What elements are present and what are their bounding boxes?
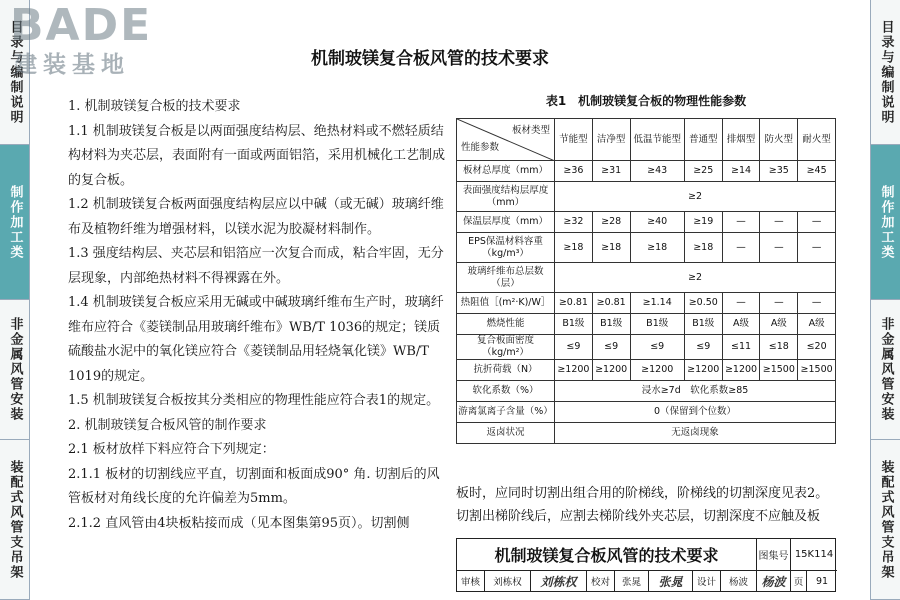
review-label: 审核 bbox=[457, 571, 485, 591]
row-param-label: 热阻值［(m²·K)/W］ bbox=[457, 293, 555, 314]
table-row bbox=[457, 161, 836, 182]
table-row bbox=[457, 314, 836, 335]
table-row bbox=[457, 263, 836, 293]
value-cell: ≥31 bbox=[592, 161, 630, 182]
page-number: 91 bbox=[815, 575, 829, 587]
value-cell: A级 bbox=[760, 314, 798, 335]
right-tab-fabrication[interactable]: 制作加工类 bbox=[871, 145, 900, 300]
atlas-number-label: 图集号 bbox=[757, 539, 791, 571]
value-cell: ≤18 bbox=[760, 335, 798, 360]
value-cell: ≥0.81 bbox=[555, 293, 593, 314]
value-cell: ≥35 bbox=[760, 161, 798, 182]
value-cell: — bbox=[760, 293, 798, 314]
value-cell: B1级 bbox=[555, 314, 593, 335]
check-label: 校对 bbox=[587, 571, 615, 591]
properties-table bbox=[456, 118, 836, 444]
row-param-label: 玻璃纤维布总层数（层） bbox=[457, 263, 555, 293]
paragraph-2-1-2: 2.1.2 直风管由4块板粘接而成（见本图集第95页）。切割侧 bbox=[68, 515, 410, 531]
paragraph-2-1: 2.1 板材放样下料应符合下列规定： bbox=[68, 442, 275, 457]
table-row bbox=[457, 402, 836, 423]
value-cell: ≥18 bbox=[630, 233, 684, 263]
table-row bbox=[457, 360, 836, 381]
value-cell: ≥43 bbox=[630, 161, 684, 182]
value-cell: ≥1.14 bbox=[630, 293, 684, 314]
checker-signature: 张晁 bbox=[649, 571, 693, 591]
value-cell: A级 bbox=[722, 314, 760, 335]
column-header: 耐火型 bbox=[798, 119, 836, 161]
value-cell: ≤11 bbox=[722, 335, 760, 360]
reviewer-name: 刘栋权 bbox=[485, 571, 531, 591]
left-sidebar bbox=[0, 0, 30, 600]
value-cell: ≥0.50 bbox=[684, 293, 722, 314]
row-param-label: 复合板面密度（kg/m²） bbox=[457, 335, 555, 360]
value-cell: ≤9 bbox=[592, 335, 630, 360]
drawing-title-block bbox=[456, 538, 836, 592]
row-param-label: 游离氯离子含量（%） bbox=[457, 402, 555, 423]
value-cell: ≥25 bbox=[684, 161, 722, 182]
value-cell: ≥28 bbox=[592, 212, 630, 233]
column-header: 洁净型 bbox=[592, 119, 630, 161]
paragraph-1-5: 1.5 机制玻镁复合板按其分类相应的物理性能应符合表1的规定。 bbox=[68, 393, 440, 408]
paragraph-1-1: 1.1 机制玻镁复合板是以两面强度结构层、绝热材料或不燃轻质结构材料为夹芯层，表面附有一面或两面铝箔，采用机械化工艺制成的复合板。 bbox=[68, 123, 446, 188]
header-param: 性能参数 bbox=[461, 142, 500, 153]
row-param-label: 表面强度结构层厚度（mm） bbox=[457, 182, 555, 212]
table-caption: 表1 机制玻镁复合板的物理性能参数 bbox=[545, 94, 747, 108]
value-cell: ≥18 bbox=[592, 233, 630, 263]
value-cell: ≥14 bbox=[722, 161, 760, 182]
right-sidebar bbox=[870, 0, 900, 600]
value-cell: B1级 bbox=[592, 314, 630, 335]
row-param-label: 软化系数（%） bbox=[457, 381, 555, 402]
value-cell: ≥1200 bbox=[722, 360, 760, 381]
table-row bbox=[457, 423, 836, 444]
merged-value-cell: ≥2 bbox=[555, 182, 836, 212]
merged-value-cell: 浸水≥7d 软化系数≥85 bbox=[555, 381, 836, 402]
title-block-title: 机制玻镁复合板风管的技术要求 bbox=[457, 539, 757, 571]
design-label: 设计 bbox=[693, 571, 721, 591]
value-cell: ≥0.81 bbox=[592, 293, 630, 314]
reviewer-signature: 刘栋权 bbox=[531, 571, 587, 591]
row-param-label: 保温层厚度（mm） bbox=[457, 212, 555, 233]
paragraph-2-1-1: 2.1.1 板材的切割线应平直，切割面和板面成90° 角. 切割后的风管板材对角线长度的允许偏差为5mm。 bbox=[68, 466, 440, 506]
watermark-logo bbox=[10, 2, 185, 92]
value-cell: — bbox=[722, 293, 760, 314]
designer-signature: 杨波 bbox=[757, 571, 791, 591]
column-header: 普通型 bbox=[684, 119, 722, 161]
right-tab-nonmetal-duct[interactable]: 非金属风管安装 bbox=[871, 300, 900, 440]
designer-name: 杨波 bbox=[721, 571, 757, 591]
value-cell: ≥1200 bbox=[684, 360, 722, 381]
watermark-logo-subtext: 建装基地 bbox=[14, 52, 130, 78]
value-cell: ≥32 bbox=[555, 212, 593, 233]
value-cell: ≥40 bbox=[630, 212, 684, 233]
value-cell: ≥19 bbox=[684, 212, 722, 233]
column-header: 排烟型 bbox=[722, 119, 760, 161]
left-tab-fabrication[interactable]: 制作加工类 bbox=[0, 145, 29, 300]
value-cell: ≥18 bbox=[684, 233, 722, 263]
right-tab-catalog[interactable]: 目录与编制说明 bbox=[871, 0, 900, 145]
value-cell: ≥45 bbox=[798, 161, 836, 182]
value-cell: B1级 bbox=[684, 314, 722, 335]
body-text bbox=[68, 95, 450, 536]
checker-name: 张晁 bbox=[615, 571, 649, 591]
value-cell: ≥1200 bbox=[555, 360, 593, 381]
column-header: 低温节能型 bbox=[630, 119, 684, 161]
left-tab-support-hanger[interactable]: 装配式风管支吊架 bbox=[0, 440, 29, 600]
value-cell: — bbox=[798, 212, 836, 233]
merged-value-cell: 无返卤现象 bbox=[555, 423, 836, 444]
value-cell: — bbox=[722, 212, 760, 233]
value-cell: ≤9 bbox=[684, 335, 722, 360]
table-row bbox=[457, 335, 836, 360]
value-cell: — bbox=[798, 233, 836, 263]
left-tab-catalog[interactable]: 目录与编制说明 bbox=[0, 0, 29, 145]
value-cell: ≤9 bbox=[555, 335, 593, 360]
value-cell: — bbox=[722, 233, 760, 263]
value-cell: ≤9 bbox=[630, 335, 684, 360]
value-cell: ≥1500 bbox=[798, 360, 836, 381]
merged-value-cell: ≥2 bbox=[555, 263, 836, 293]
value-cell: — bbox=[760, 212, 798, 233]
value-cell: ≥1200 bbox=[630, 360, 684, 381]
table-row bbox=[457, 293, 836, 314]
row-param-label: 返卤状况 bbox=[457, 423, 555, 444]
table-header-row bbox=[457, 119, 836, 161]
column-header: 节能型 bbox=[555, 119, 593, 161]
page-title: 机制玻镁复合板风管的技术要求 bbox=[311, 49, 549, 69]
paragraph-1-2: 1.2 机制玻镁复合板两面强度结构层应以中碱（或无碱）玻璃纤维布及植物纤维为增强材料，以镁水泥为胶凝材料制作。 bbox=[68, 197, 444, 237]
signature-row bbox=[457, 571, 837, 591]
atlas-number: 15K114 bbox=[791, 539, 837, 571]
column-header: 防火型 bbox=[760, 119, 798, 161]
paragraph-1-3: 1.3 强度结构层、夹芯层和铝箔应一次复合而成，粘合牢固，无分层现象，内部绝热材料不得裸露在外。 bbox=[68, 246, 444, 286]
table-corner-header bbox=[457, 119, 555, 161]
value-cell: ≥18 bbox=[555, 233, 593, 263]
header-board-type: 板材类型 bbox=[511, 125, 550, 136]
watermark-logo-text: BADE bbox=[10, 0, 153, 51]
table-row bbox=[457, 233, 836, 263]
row-param-label: EPS保温材料容重（kg/m³） bbox=[457, 233, 555, 263]
merged-value-cell: 0（保留到个位数） bbox=[555, 402, 836, 423]
value-cell: B1级 bbox=[630, 314, 684, 335]
row-param-label: 板材总厚度（mm） bbox=[457, 161, 555, 182]
page-label: 页 bbox=[791, 571, 807, 591]
section-heading-1: 1. 机制玻镁复合板的技术要求 bbox=[68, 99, 241, 114]
value-cell: ≥1200 bbox=[592, 360, 630, 381]
section-heading-2: 2. 机制玻镁复合板风管的制作要求 bbox=[68, 417, 267, 433]
value-cell: A级 bbox=[798, 314, 836, 335]
continuation-text: 板时，应同时切割出组合用的阶梯线，阶梯线的切割深度见表2。切割出梯阶线后，应割去梯阶线外夹芯层，切割深度不应触及板 bbox=[456, 486, 829, 524]
value-cell: ≤20 bbox=[798, 335, 836, 360]
table-row bbox=[457, 212, 836, 233]
value-cell: ≥1500 bbox=[760, 360, 798, 381]
left-tab-nonmetal-duct[interactable]: 非金属风管安装 bbox=[0, 300, 29, 440]
value-cell: — bbox=[760, 233, 798, 263]
right-tab-support-hanger[interactable]: 装配式风管支吊架 bbox=[871, 440, 900, 600]
value-cell: ≥36 bbox=[555, 161, 593, 182]
paragraph-1-4: 1.4 机制玻镁复合板应采用无碱或中碱玻璃纤维布生产时，玻璃纤维布应符合《菱镁制品用玻璃纤维布》WB/T 1036的规定；镁质硫酸盐水泥中的氧化镁应符合《菱镁制品用轻烧氧化镁》WB/T 1019的规定。 bbox=[68, 295, 444, 384]
table-row bbox=[457, 381, 836, 402]
table-row bbox=[457, 182, 836, 212]
row-param-label: 燃烧性能 bbox=[457, 314, 555, 335]
value-cell: — bbox=[798, 293, 836, 314]
row-param-label: 抗折荷载（N） bbox=[457, 360, 555, 381]
